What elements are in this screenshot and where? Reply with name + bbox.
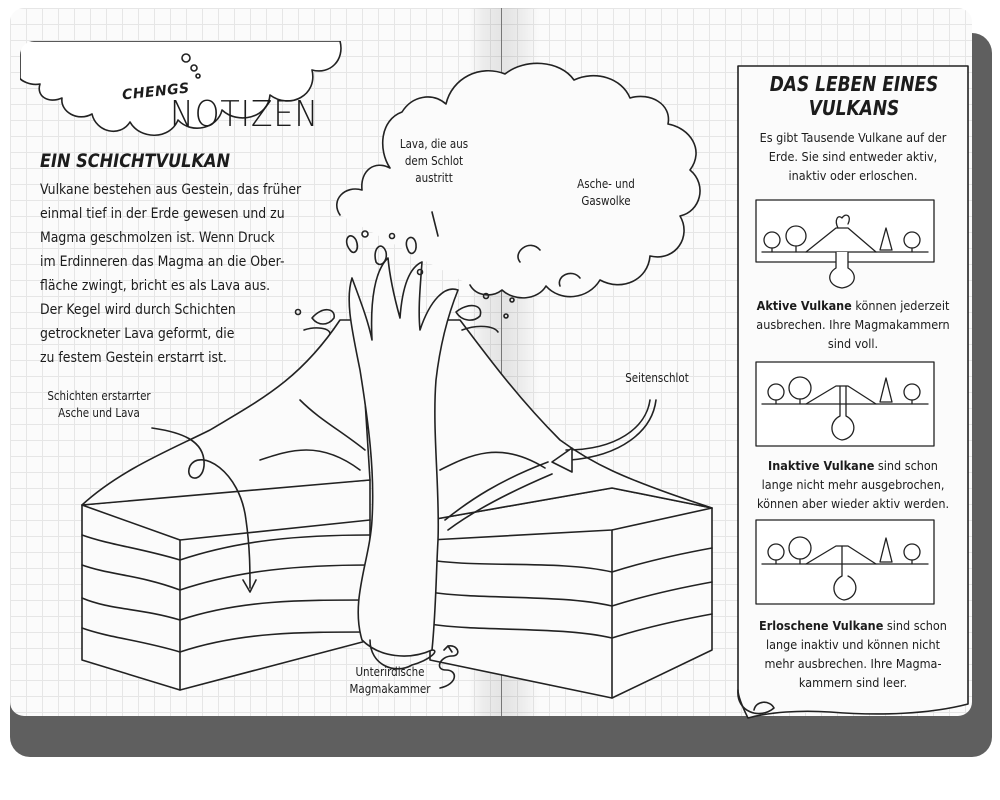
body-line: im Erdinneren das Magma an die Ober- — [40, 254, 285, 270]
notes-title: NOTIZEN — [170, 94, 319, 135]
body-line: einmal tief in der Erde gewesen und zu — [40, 206, 285, 222]
crust-block-left — [82, 480, 370, 690]
inactive-volcano-text: Inaktive Vulkane sind schon lange nicht mehr ausgebrochen, können aber wieder aktiv werden. — [756, 458, 950, 511]
body-line: fläche zwingt, bricht es als Lava aus. — [40, 278, 271, 294]
crust-block-right — [430, 488, 712, 698]
body-line: Der Kegel wird durch Schichten — [40, 302, 236, 318]
body-line: Vulkane bestehen aus Gestein, das früher — [40, 182, 302, 198]
extinct-volcano-text: Erloschene Vulkane sind schon lange inaktiv und können nicht mehr ausbrechen. Ihre Magma-kammern sind leer. — [759, 618, 947, 690]
body-line: getrockneter Lava geformt, die — [40, 326, 235, 342]
label-layers: Schichten erstarrter Asche und Lava — [47, 389, 151, 420]
active-volcano-text: Aktive Vulkane können jederzeit ausbrechen. Ihre Magmakammern sind voll. — [756, 298, 950, 351]
sidebar-title: DAS LEBEN EINES VULKANS — [769, 72, 939, 120]
section-heading: EIN SCHICHTVULKAN — [40, 150, 231, 172]
notes-owner-label: CHENGS — [121, 80, 191, 104]
sidebar-intro: Es gibt Tausende Vulkane auf der Erde. Sie sind entweder aktiv, inaktiv oder erloschen. — [759, 130, 947, 183]
label-lava: Lava, die aus dem Schlot austritt — [399, 137, 469, 185]
label-ash-cloud: Asche- und Gaswolke — [577, 177, 635, 208]
label-side-vent: Seitenschlot — [625, 371, 689, 385]
body-line: Magma geschmolzen ist. Wenn Druck — [40, 230, 275, 246]
inactive-volcano-illustration — [756, 362, 934, 446]
extinct-volcano-illustration — [756, 520, 934, 604]
body-line: zu festem Gestein erstarrt ist. — [40, 350, 227, 366]
label-magma-chamber: Unterirdische Magmakammer — [349, 665, 431, 696]
